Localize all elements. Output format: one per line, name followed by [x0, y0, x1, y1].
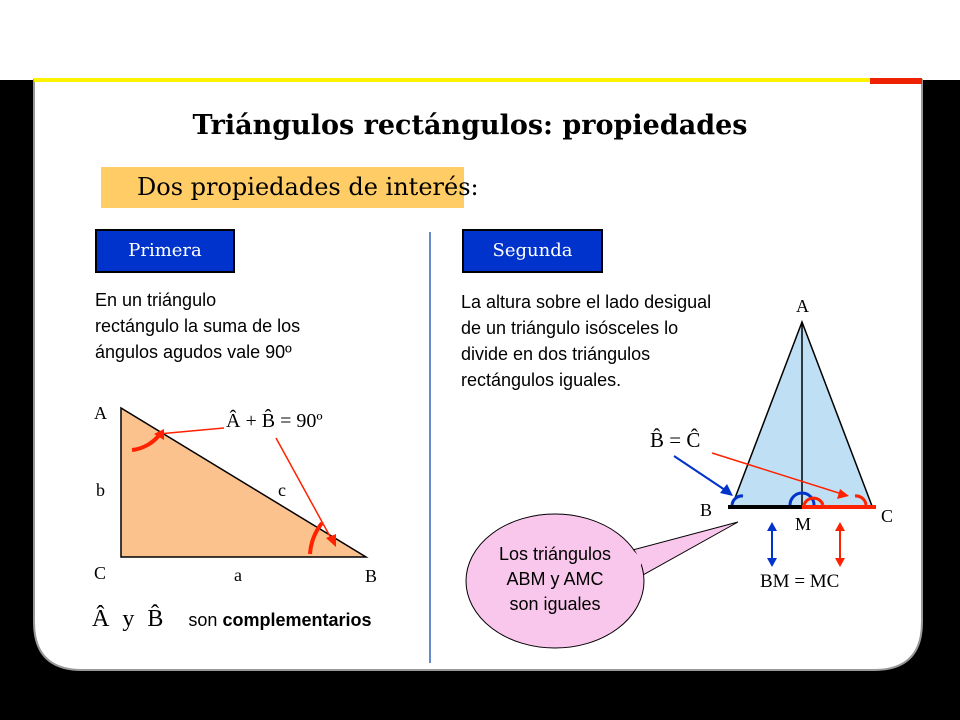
- complementary-statement: [92, 606, 372, 633]
- red-corner-mark: [870, 78, 922, 84]
- symbol-b-hat: B̂: [147, 606, 164, 632]
- first-text-line: En un triángulo: [95, 290, 217, 310]
- second-property-text: [461, 289, 711, 393]
- second-text-line: rectángulos iguales.: [461, 370, 622, 390]
- second-text-line: divide en dos triángulos: [461, 344, 651, 364]
- tag-segunda: Segunda: [462, 229, 603, 273]
- first-property-text: [95, 287, 300, 365]
- bubble-line: Los triángulos: [498, 544, 612, 564]
- symbol-a-hat: Â: [92, 606, 110, 632]
- word-son: son: [188, 610, 218, 630]
- vertex-label-a2: A: [796, 296, 809, 316]
- first-text-line: rectángulo la suma de los: [95, 316, 301, 336]
- tag-primera: Primera: [95, 229, 235, 273]
- side-label-c: c: [278, 480, 286, 500]
- first-text-line: ángulos agudos vale 90º: [95, 342, 292, 362]
- vertex-label-b2: B: [700, 500, 713, 520]
- vertex-label-b: B: [365, 566, 378, 586]
- angle-equality: B̂ = Ĉ: [650, 428, 701, 452]
- vertex-label-c: C: [94, 563, 107, 583]
- angle-sum-equation: Â + B̂ = 90º: [226, 410, 323, 432]
- side-label-b: b: [96, 480, 105, 500]
- side-label-a: a: [234, 565, 242, 585]
- midpoint-label-m: M: [795, 514, 812, 534]
- word-y: y: [122, 606, 135, 632]
- second-text-line: La altura sobre el lado desigual: [461, 292, 712, 312]
- bubble-line: son iguales: [509, 594, 601, 614]
- bubble-text: [470, 542, 640, 617]
- word-complementarios: complementarios: [222, 610, 372, 630]
- bubble-line: ABM y AMC: [506, 569, 604, 589]
- subtitle-banner: Dos propiedades de interés:: [101, 167, 464, 208]
- page-title: Triángulos rectángulos: propiedades: [192, 110, 748, 141]
- segment-equality: BM = MC: [760, 571, 840, 592]
- vertex-label-c2: C: [881, 506, 894, 526]
- second-text-line: de un triángulo isósceles lo: [461, 318, 679, 338]
- vertex-label-a: A: [94, 403, 107, 423]
